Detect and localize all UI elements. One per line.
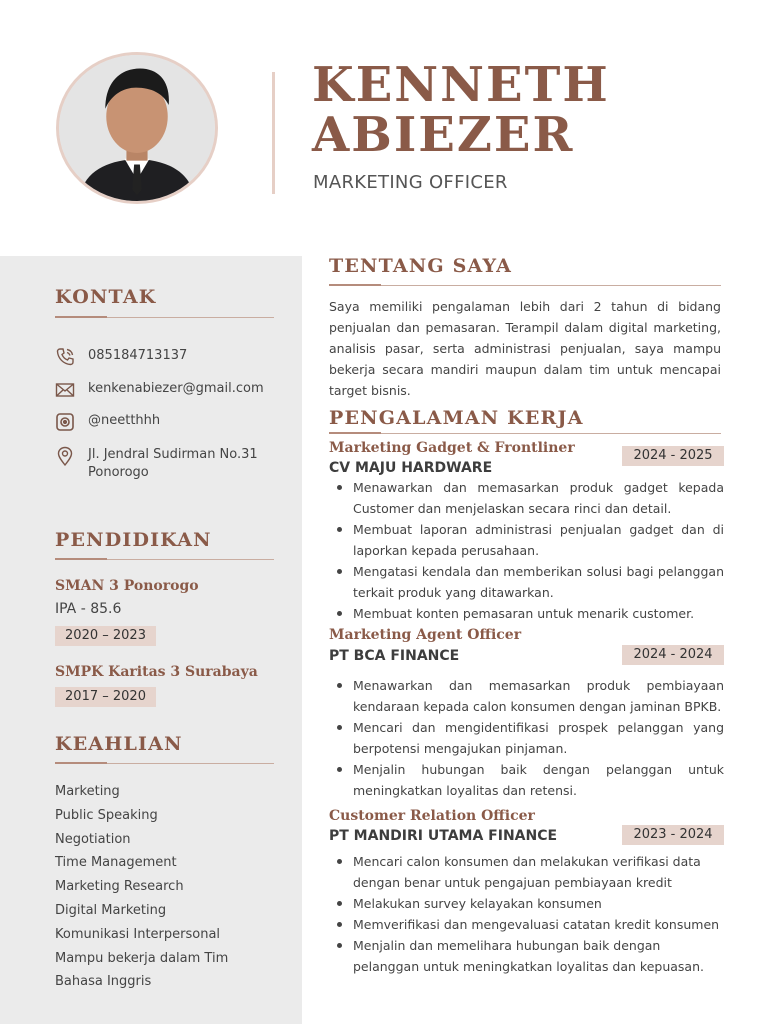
education-period-1: 2020 – 2023 (55, 626, 156, 646)
email-address: kenkenabiezer@gmail.com (88, 381, 264, 396)
contact-section-title: KONTAK (55, 286, 157, 308)
job-duties-1 (330, 477, 724, 624)
about-text: Saya memiliki pengalaman lebih dari 2 tahun di bidang penjualan dan pemasaran. Terampil dalam digital marketing, analisis pasar, serta administrasi penjualan, saya mampu bekerja secara mandiri maupun dalam tim untuk mencapai target bisnis. (329, 299, 721, 398)
full-name (312, 57, 752, 163)
skill-item: Mampu bekerja dalam Tim (55, 950, 229, 966)
education-section-rule (55, 559, 274, 560)
contact-email (55, 380, 285, 400)
instagram-handle: @neetthhh (88, 413, 161, 428)
job-period-2: 2024 - 2024 (622, 645, 724, 665)
education-period-2: 2017 – 2020 (55, 687, 156, 707)
last-name: ABIEZER (312, 107, 575, 163)
skill-item: Digital Marketing (55, 902, 167, 918)
skill-item: Negotiation (55, 831, 131, 847)
address-line-1: Jl. Jendral Sudirman No.31 (88, 447, 258, 462)
skill-item: Time Management (55, 855, 177, 871)
skills-list (55, 780, 228, 994)
duty-item: Menawarkan dan memasarkan produk pembiayaan kendaraan kepada calon konsumen dengan jaminan BPKB. (330, 675, 724, 717)
address-text (88, 446, 258, 482)
instagram-icon (55, 412, 75, 432)
duty-item: Menawarkan dan memasarkan produk gadget kepada Customer dan menjelaskan secara rinci dan detail. (330, 477, 724, 519)
contact-instagram (55, 412, 285, 432)
job-duties-3 (330, 851, 724, 977)
job-company-1: CV MAJU HARDWARE (329, 460, 493, 476)
duty-item: Membuat laporan administrasi penjualan gadget dan di laporkan kepada perusahaan. (330, 519, 724, 561)
skill-item: Marketing Research (55, 879, 184, 895)
duty-item: Membuat konten pemasaran untuk menarik customer. (330, 603, 724, 624)
mail-icon (55, 380, 75, 400)
duty-item: Mencari dan mengidentifikasi prospek pelanggan yang berpotensi mengajukan pinjaman. (330, 717, 724, 759)
job-period-3: 2023 - 2024 (622, 825, 724, 845)
job-role-3: Customer Relation Officer (329, 808, 535, 824)
address-line-2: Ponorogo (88, 465, 149, 480)
about-section-title: TENTANG SAYA (329, 255, 513, 277)
job-role-1: Marketing Gadget & Frontliner (329, 440, 575, 456)
skills-section-title: KEAHLIAN (55, 733, 183, 755)
duty-item: Mencari calon konsumen dan melakukan verifikasi data dengan benar untuk pengajuan pembiayaan kredit (330, 851, 724, 893)
education-section-title: PENDIDIKAN (55, 529, 212, 551)
duty-item: Menjalin hubungan baik dengan pelanggan untuk meningkatkan loyalitas dan retensi. (330, 759, 724, 801)
location-icon (55, 446, 75, 466)
duty-item: Mengatasi kendala dan memberikan solusi bagi pelanggan terkait produk yang ditawarkan. (330, 561, 724, 603)
phone-number: 085184713137 (88, 348, 188, 363)
header-divider (272, 72, 275, 194)
job-company-2: PT BCA FINANCE (329, 648, 460, 664)
job-duties-2 (330, 675, 724, 801)
education-school-2: SMPK Karitas 3 Surabaya (55, 664, 258, 680)
contact-phone (55, 347, 285, 367)
education-school-1: SMAN 3 Ponorogo (55, 578, 199, 594)
job-title: MARKETING OFFICER (313, 172, 508, 193)
skill-item: Public Speaking (55, 807, 158, 823)
about-section-rule (329, 285, 721, 286)
duty-item: Memverifikasi dan mengevaluasi catatan kredit konsumen (330, 914, 724, 935)
contact-address (55, 446, 285, 482)
skills-section-rule (55, 763, 274, 764)
job-company-3: PT MANDIRI UTAMA FINANCE (329, 828, 558, 844)
job-period-1: 2024 - 2025 (622, 446, 724, 466)
duty-item: Menjalin dan memelihara hubungan baik dengan pelanggan untuk meningkatkan loyalitas dan kepuasan. (330, 935, 724, 977)
skill-item: Komunikasi Interpersonal (55, 926, 221, 942)
duty-item: Melakukan survey kelayakan konsumen (330, 893, 724, 914)
education-score-1: IPA - 85.6 (55, 601, 122, 617)
profile-photo (56, 52, 218, 204)
first-name: KENNETH (312, 57, 610, 113)
contact-section-rule (55, 317, 274, 318)
experience-section-title: PENGALAMAN KERJA (329, 407, 584, 429)
skill-item: Marketing (55, 784, 120, 799)
skill-item: Bahasa Inggris (55, 974, 152, 990)
job-role-2: Marketing Agent Officer (329, 627, 522, 643)
person-portrait-icon (59, 55, 215, 201)
phone-icon (55, 347, 75, 367)
experience-section-rule (329, 433, 721, 434)
